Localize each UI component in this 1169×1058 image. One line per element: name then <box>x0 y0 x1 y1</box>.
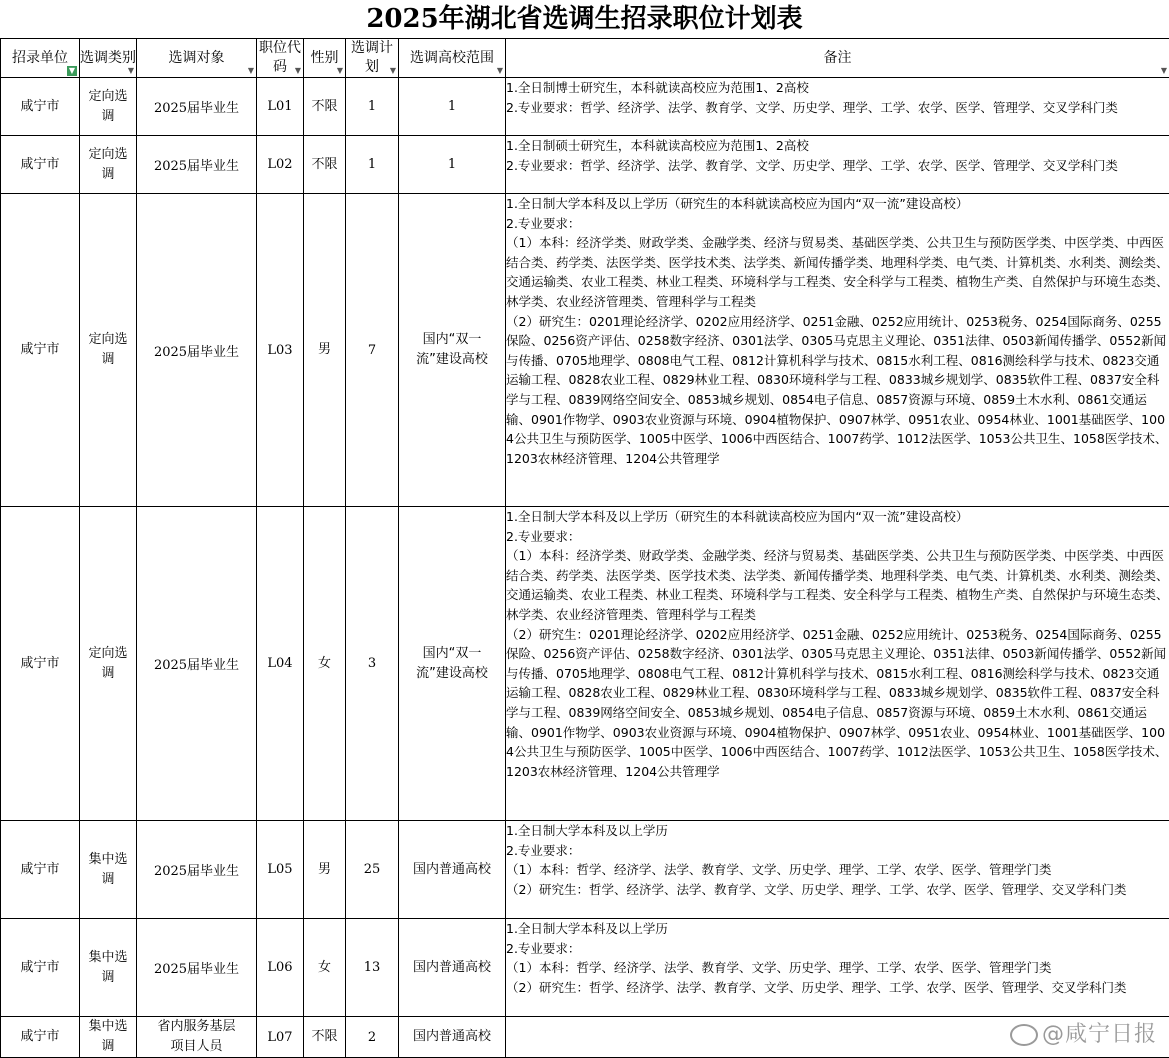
cell-category: 集中选调 <box>80 821 137 919</box>
cell-unit: 咸宁市 <box>1 821 80 919</box>
cell-code: L04 <box>257 507 304 821</box>
cell-code: L03 <box>257 194 304 507</box>
remark-line: 1.全日制大学本科及以上学历（研究生的本科就读高校应为国内“双一流”建设高校） <box>506 507 1169 527</box>
remark-line: 2.专业要求： <box>506 939 1169 959</box>
cell-target: 省内服务基层项目人员 <box>137 1017 257 1058</box>
remark-line: 1.全日制大学本科及以上学历 <box>506 821 1169 841</box>
cell-gender: 女 <box>304 919 346 1017</box>
table-row <box>1 507 1169 821</box>
remark-line: 2.专业要求：哲学、经济学、法学、教育学、文学、历史学、理学、工学、农学、医学、管理学、交叉学科门类 <box>506 156 1169 176</box>
remark-line: （1）本科：经济学类、财政学类、金融学类、经济与贸易类、基础医学类、公共卫生与预防医学类、中医学类、中西医结合类、药学类、法医学类、医学技术类、法学类、新闻传播学类、地理科学类、电气类、计算机类、水利类、测绘类、交通运输类、农业工程类、林业工程类、环境科学与工程类、安全科学与工程类、植物生产类、自然保护与环境生态类、林学类、农业经济管理类、管理科学与工程类 <box>506 546 1169 624</box>
cell-category: 定向选调 <box>80 194 137 507</box>
table-row <box>1 821 1169 919</box>
cell-gender: 男 <box>304 194 346 507</box>
recruitment-table <box>0 38 1169 1058</box>
cell-plan: 7 <box>346 194 399 507</box>
cell-gender: 女 <box>304 507 346 821</box>
remark-line: （2）研究生：哲学、经济学、法学、教育学、文学、历史学、理学、工学、农学、医学、管理学、交叉学科门类 <box>506 978 1169 998</box>
header-target[interactable]: 选调对象 ▼ <box>137 39 257 78</box>
cell-unit: 咸宁市 <box>1 919 80 1017</box>
cell-unit: 咸宁市 <box>1 136 80 194</box>
cell-code: L01 <box>257 78 304 136</box>
cell-remarks <box>506 821 1169 919</box>
page-title: 2025年湖北省选调生招录职位计划表 <box>0 0 1169 38</box>
remark-line: 2.专业要求： <box>506 527 1169 547</box>
cell-remarks <box>506 194 1169 507</box>
cell-plan: 3 <box>346 507 399 821</box>
cell-target: 2025届毕业生 <box>137 78 257 136</box>
cell-target: 2025届毕业生 <box>137 194 257 507</box>
table-row <box>1 919 1169 1017</box>
cell-unit: 咸宁市 <box>1 1017 80 1058</box>
remark-line: （1）本科：哲学、经济学、法学、教育学、文学、历史学、理学、工学、农学、医学、管理学门类 <box>506 958 1169 978</box>
cell-unit: 咸宁市 <box>1 507 80 821</box>
table-row <box>1 78 1169 136</box>
header-category[interactable]: 选调类别 ▼ <box>80 39 137 78</box>
cell-category: 集中选调 <box>80 919 137 1017</box>
cell-scope: 1 <box>399 78 506 136</box>
cell-plan: 2 <box>346 1017 399 1058</box>
cell-plan: 1 <box>346 136 399 194</box>
dropdown-arrow-icon[interactable]: ▼ <box>1161 67 1167 75</box>
cell-code: L07 <box>257 1017 304 1058</box>
cell-gender: 不限 <box>304 136 346 194</box>
cell-target: 2025届毕业生 <box>137 821 257 919</box>
cell-scope: 国内普通高校 <box>399 821 506 919</box>
header-scope[interactable]: 选调高校范围 ▼ <box>399 39 506 78</box>
header-code[interactable]: 职位代码 ▼ <box>257 39 304 78</box>
dropdown-arrow-icon[interactable]: ▼ <box>390 67 396 75</box>
cell-unit: 咸宁市 <box>1 194 80 507</box>
cell-category: 定向选调 <box>80 78 137 136</box>
cell-code: L06 <box>257 919 304 1017</box>
cell-scope: 国内“双一流”建设高校 <box>399 507 506 821</box>
header-row <box>1 39 1169 78</box>
cell-scope: 国内“双一流”建设高校 <box>399 194 506 507</box>
remark-line: （2）研究生：0201理论经济学、0202应用经济学、0251金融、0252应用统计、0253税务、0254国际商务、0255保险、0256资产评估、0258数字经济、0301法学、0305马克思主义理论、0351法律、0503新闻传播学、0552新闻与传播、0705地理学、0808电气工程、0812计算机科学与技术、0815水利工程、0816测绘科学与技术、0823交通运输工程、0828农业工程、0829林业工程、0830环境科学与工程、0833城乡规划学、0835软件工程、0837安全科学与工程、0839网络空间安全、0853城乡规划、0854电子信息、0857资源与环境、0859土木水利、0861交通运输、0901作物学、0903农业资源与环境、0904植物保护、0907林学、0951农业、0954林业、1001基础医学、1004公共卫生与预防医学、1005中医学、1006中西医结合、1007药学、1012法医学、1053公共卫生、1058医学技术、1203农林经济管理、1204公共管理学 <box>506 625 1169 782</box>
remark-line: （2）研究生：哲学、经济学、法学、教育学、文学、历史学、理学、工学、农学、医学、管理学、交叉学科门类 <box>506 880 1169 900</box>
remark-line: 2.专业要求： <box>506 214 1169 234</box>
cell-target: 2025届毕业生 <box>137 136 257 194</box>
cell-plan: 13 <box>346 919 399 1017</box>
cell-remarks <box>506 136 1169 194</box>
cell-category: 集中选调 <box>80 1017 137 1058</box>
watermark: @咸宁日报 <box>1010 1017 1157 1048</box>
cell-scope: 1 <box>399 136 506 194</box>
cell-remarks <box>506 507 1169 821</box>
cell-category: 定向选调 <box>80 507 137 821</box>
remark-line: 1.全日制硕士研究生，本科就读高校应为范围1、2高校 <box>506 136 1169 156</box>
table-row <box>1 194 1169 507</box>
dropdown-arrow-icon[interactable]: ▼ <box>295 67 301 75</box>
cell-category: 定向选调 <box>80 136 137 194</box>
table-row <box>1 1017 1169 1058</box>
cell-target: 2025届毕业生 <box>137 507 257 821</box>
table-row <box>1 136 1169 194</box>
dropdown-arrow-icon[interactable]: ▼ <box>128 67 134 75</box>
cell-remarks <box>506 919 1169 1017</box>
cell-remarks <box>506 78 1169 136</box>
remark-line: （1）本科：经济学类、财政学类、金融学类、经济与贸易类、基础医学类、公共卫生与预防医学类、中医学类、中西医结合类、药学类、法医学类、医学技术类、法学类、新闻传播学类、地理科学类、电气类、计算机类、水利类、测绘类、交通运输类、农业工程类、林业工程类、环境科学与工程类、安全科学与工程类、植物生产类、自然保护与环境生态类、林学类、农业经济管理类、管理科学与工程类 <box>506 233 1169 311</box>
cell-plan: 25 <box>346 821 399 919</box>
cell-unit: 咸宁市 <box>1 78 80 136</box>
cell-gender: 不限 <box>304 1017 346 1058</box>
remark-line: （2）研究生：0201理论经济学、0202应用经济学、0251金融、0252应用统计、0253税务、0254国际商务、0255保险、0256资产评估、0258数字经济、0301法学、0305马克思主义理论、0351法律、0503新闻传播学、0552新闻与传播、0705地理学、0808电气工程、0812计算机科学与技术、0815水利工程、0816测绘科学与技术、0823交通运输工程、0828农业工程、0829林业工程、0830环境科学与工程、0833城乡规划学、0835软件工程、0837安全科学与工程、0839网络空间安全、0853城乡规划、0854电子信息、0857资源与环境、0859土木水利、0861交通运输、0901作物学、0903农业资源与环境、0904植物保护、0907林学、0951农业、0954林业、1001基础医学、1004公共卫生与预防医学、1005中医学、1006中西医结合、1007药学、1012法医学、1053公共卫生、1058医学技术、1203农林经济管理、1204公共管理学 <box>506 312 1169 469</box>
header-remarks[interactable]: 备注 ▼ <box>506 39 1169 78</box>
cell-scope: 国内普通高校 <box>399 919 506 1017</box>
remark-line: 2.专业要求： <box>506 841 1169 861</box>
remark-line: 1.全日制大学本科及以上学历（研究生的本科就读高校应为国内“双一流”建设高校） <box>506 194 1169 214</box>
header-gender[interactable]: 性别 ▼ <box>304 39 346 78</box>
dropdown-arrow-icon[interactable]: ▼ <box>497 67 503 75</box>
cell-code: L05 <box>257 821 304 919</box>
cell-plan: 1 <box>346 78 399 136</box>
cell-target: 2025届毕业生 <box>137 919 257 1017</box>
remark-line: 1.全日制大学本科及以上学历 <box>506 919 1169 939</box>
dropdown-arrow-icon[interactable]: ▼ <box>337 67 343 75</box>
remark-line: 2.专业要求：哲学、经济学、法学、教育学、文学、历史学、理学、工学、农学、医学、管理学、交叉学科门类 <box>506 98 1169 118</box>
remark-line: 1.全日制博士研究生，本科就读高校应为范围1、2高校 <box>506 78 1169 98</box>
cell-gender: 不限 <box>304 78 346 136</box>
cell-scope: 国内普通高校 <box>399 1017 506 1058</box>
cell-gender: 男 <box>304 821 346 919</box>
remark-line: （1）本科：哲学、经济学、法学、教育学、文学、历史学、理学、工学、农学、医学、管理学门类 <box>506 860 1169 880</box>
filter-active-icon[interactable]: ▼ <box>67 66 77 76</box>
dropdown-arrow-icon[interactable]: ▼ <box>248 67 254 75</box>
header-plan[interactable]: 选调计划 ▼ <box>346 39 399 78</box>
cell-code: L02 <box>257 136 304 194</box>
weibo-icon <box>1010 1024 1038 1046</box>
header-unit[interactable]: 招录单位 ▼ <box>1 39 80 78</box>
